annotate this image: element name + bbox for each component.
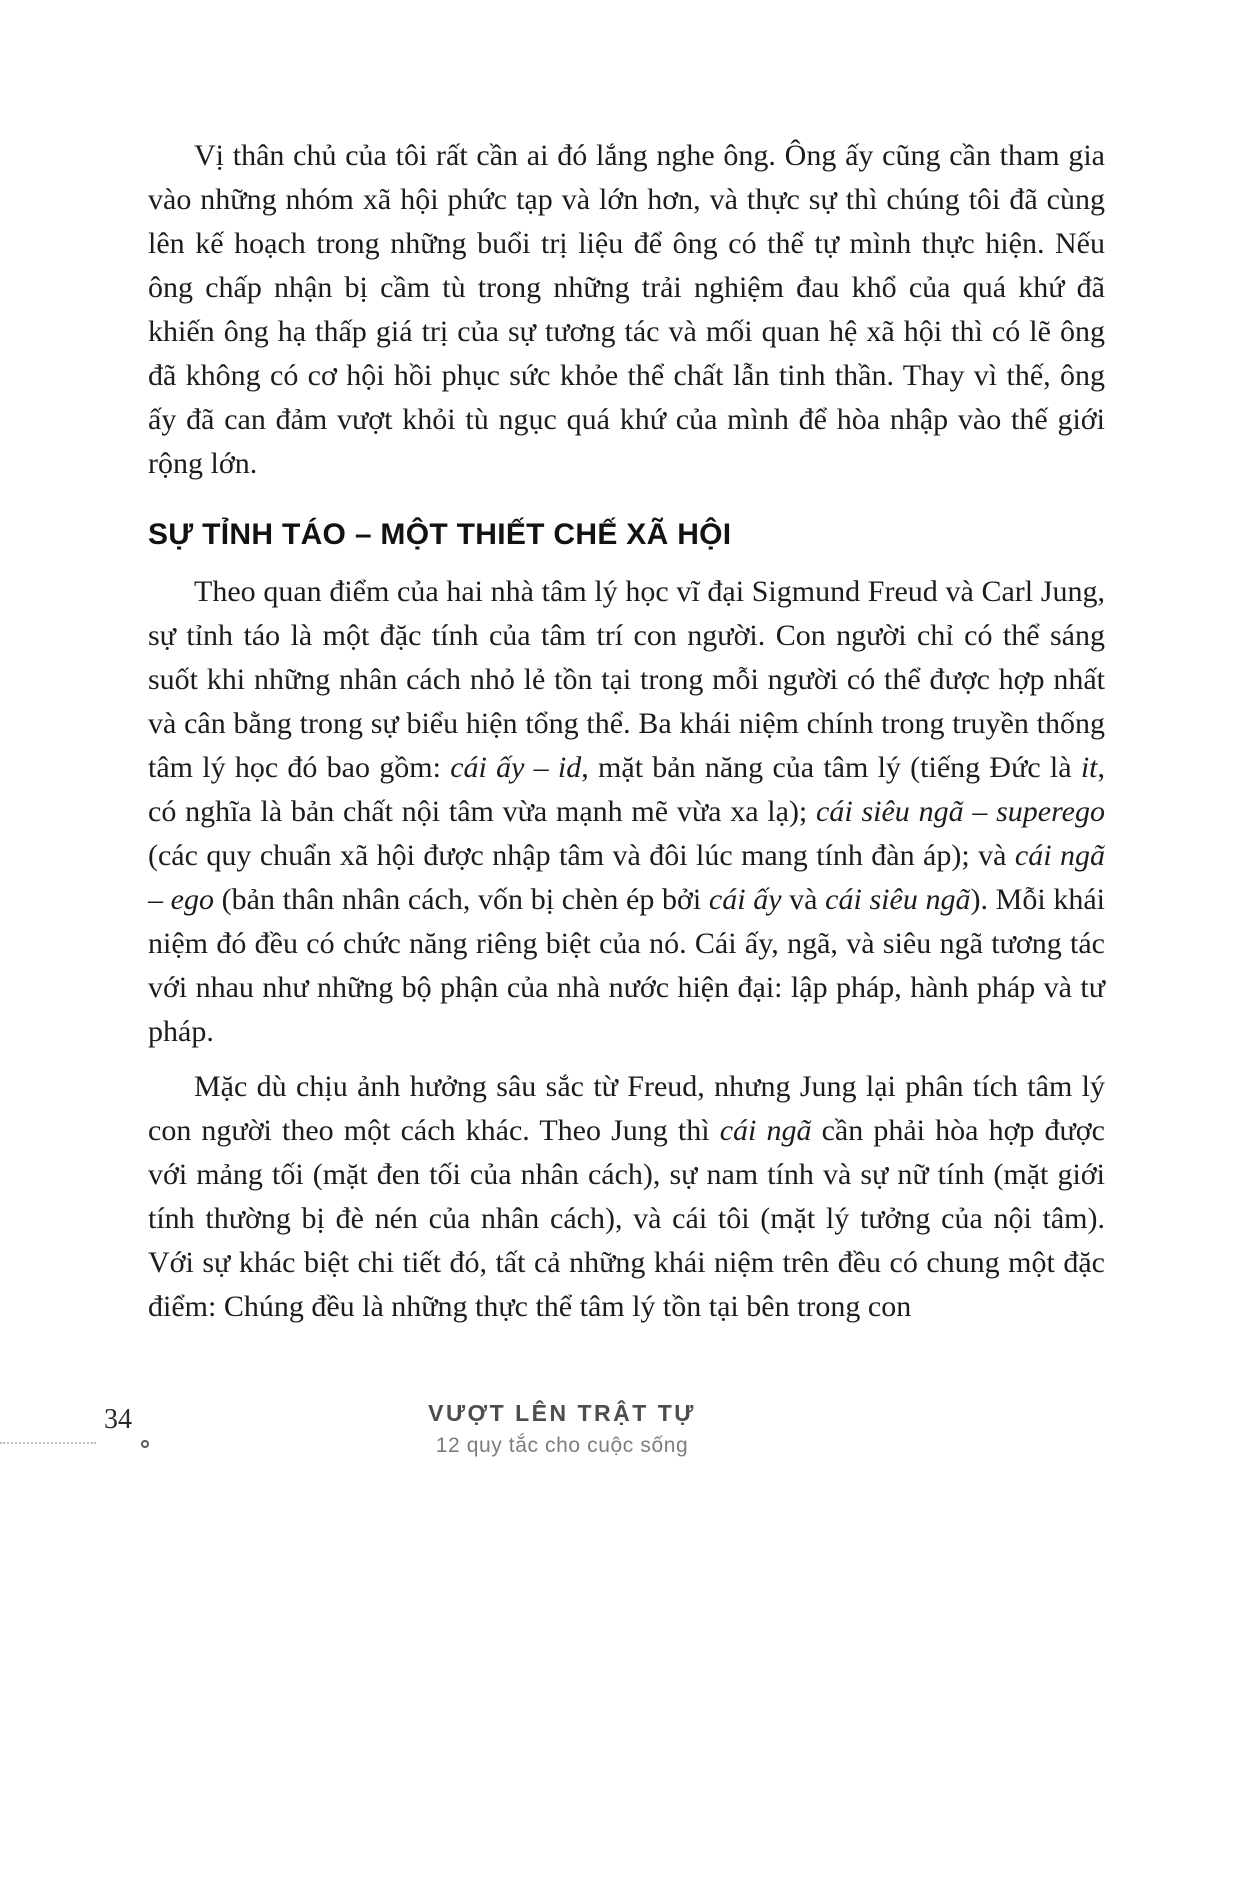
paragraph xyxy=(148,134,1105,486)
footer xyxy=(0,1400,1124,1458)
text-run: , có nghĩa là bản chất nội tâm vừa mạnh mẽ vừa xa lạ); xyxy=(148,751,1105,828)
footer-book-subtitle: 12 quy tắc cho cuộc sống xyxy=(435,1434,689,1457)
text-run: (bản thân nhân cách, vốn bị chèn ép bởi xyxy=(213,883,709,916)
body-content xyxy=(148,134,1105,1340)
section-heading: SỰ TỈNH TÁO – MỘT THIẾT CHẾ XÃ HỘI xyxy=(148,518,732,551)
text-run: Vị thân chủ của tôi rất cần ai đó lắng nghe ông. Ông ấy cũng cần tham gia vào những nhóm xã hội phức tạp và lớn hơn, và thực sự thì chúng tôi đã cùng lên kế hoạch trong những buổi trị liệu để ông có thể tự mình thực hiện. Nếu ông chấp nhận bị cầm tù trong những trải nghiệm đau khổ của quá khứ đã khiến ông hạ thấp giá trị của sự tương tác và mối quan hệ xã hội thì có lẽ ông đã không có cơ hội hồi phục sức khỏe thể chất lẫn tinh thần. Thay vì thế, ông ấy đã can đảm vượt khỏi tù ngục quá khứ của mình để hòa nhập vào thế giới rộng lớn. xyxy=(148,139,1105,480)
paragraph xyxy=(148,570,1105,1054)
text-run: , mặt bản năng của tâm lý (tiếng Đức là xyxy=(581,751,1081,784)
text-run: ). Mỗi khái niệm đó đều có chức năng riêng biệt của nó. Cái ấy, ngã, và siêu ngã tương tác với nhau như những bộ phận của nhà nước hiện đại: lập pháp, hành pháp và tư pháp. xyxy=(148,883,1105,1048)
text-run: Mặc dù chịu ảnh hưởng sâu sắc từ Freud, nhưng Jung lại phân tích tâm lý con người theo một cách khác. Theo Jung thì xyxy=(148,1070,1105,1147)
page-number: 34 xyxy=(104,1404,132,1435)
text-run: cần phải hòa hợp được với mảng tối (mặt đen tối của nhân cách), sự nam tính và sự nữ tính (mặt giới tính thường bị đè nén của nhân cách), và cái tôi (mặt lý tưởng của nội tâm). Với sự khác biệt chi tiết đó, tất cả những khái niệm trên đều có chung một đặc điểm: Chúng đều là những thực thể tâm lý tồn tại bên trong con xyxy=(148,1114,1105,1323)
paragraph xyxy=(148,1065,1105,1329)
footer-book-title: VƯỢT LÊN TRẬT TỰ xyxy=(428,1400,696,1426)
italic-text-run: cái ngã xyxy=(719,1114,812,1147)
italic-text-run: cái ấy – id xyxy=(450,751,582,784)
italic-text-run: cái ngã – ego xyxy=(148,839,1105,916)
text-run: và xyxy=(781,883,826,916)
italic-text-run: cái ấy xyxy=(708,883,782,916)
text-run: Theo quan điểm của hai nhà tâm lý học vĩ đại Sigmund Freud và Carl Jung, sự tỉnh táo là một đặc tính của tâm trí con người. Con người chỉ có thể sáng suốt khi những nhân cách nhỏ lẻ tồn tại trong mỗi người có thể được hợp nhất và cân bằng trong sự biểu hiện tổng thể. Ba khái niệm chính trong truyền thống tâm lý học đó bao gồm: xyxy=(148,575,1105,784)
italic-text-run: cái siêu ngã xyxy=(825,883,971,916)
italic-text-run: it xyxy=(1080,751,1098,784)
text-run: (các quy chuẩn xã hội được nhập tâm và đôi lúc mang tính đàn áp); và xyxy=(148,839,1015,872)
italic-text-run: cái siêu ngã – superego xyxy=(816,795,1105,828)
